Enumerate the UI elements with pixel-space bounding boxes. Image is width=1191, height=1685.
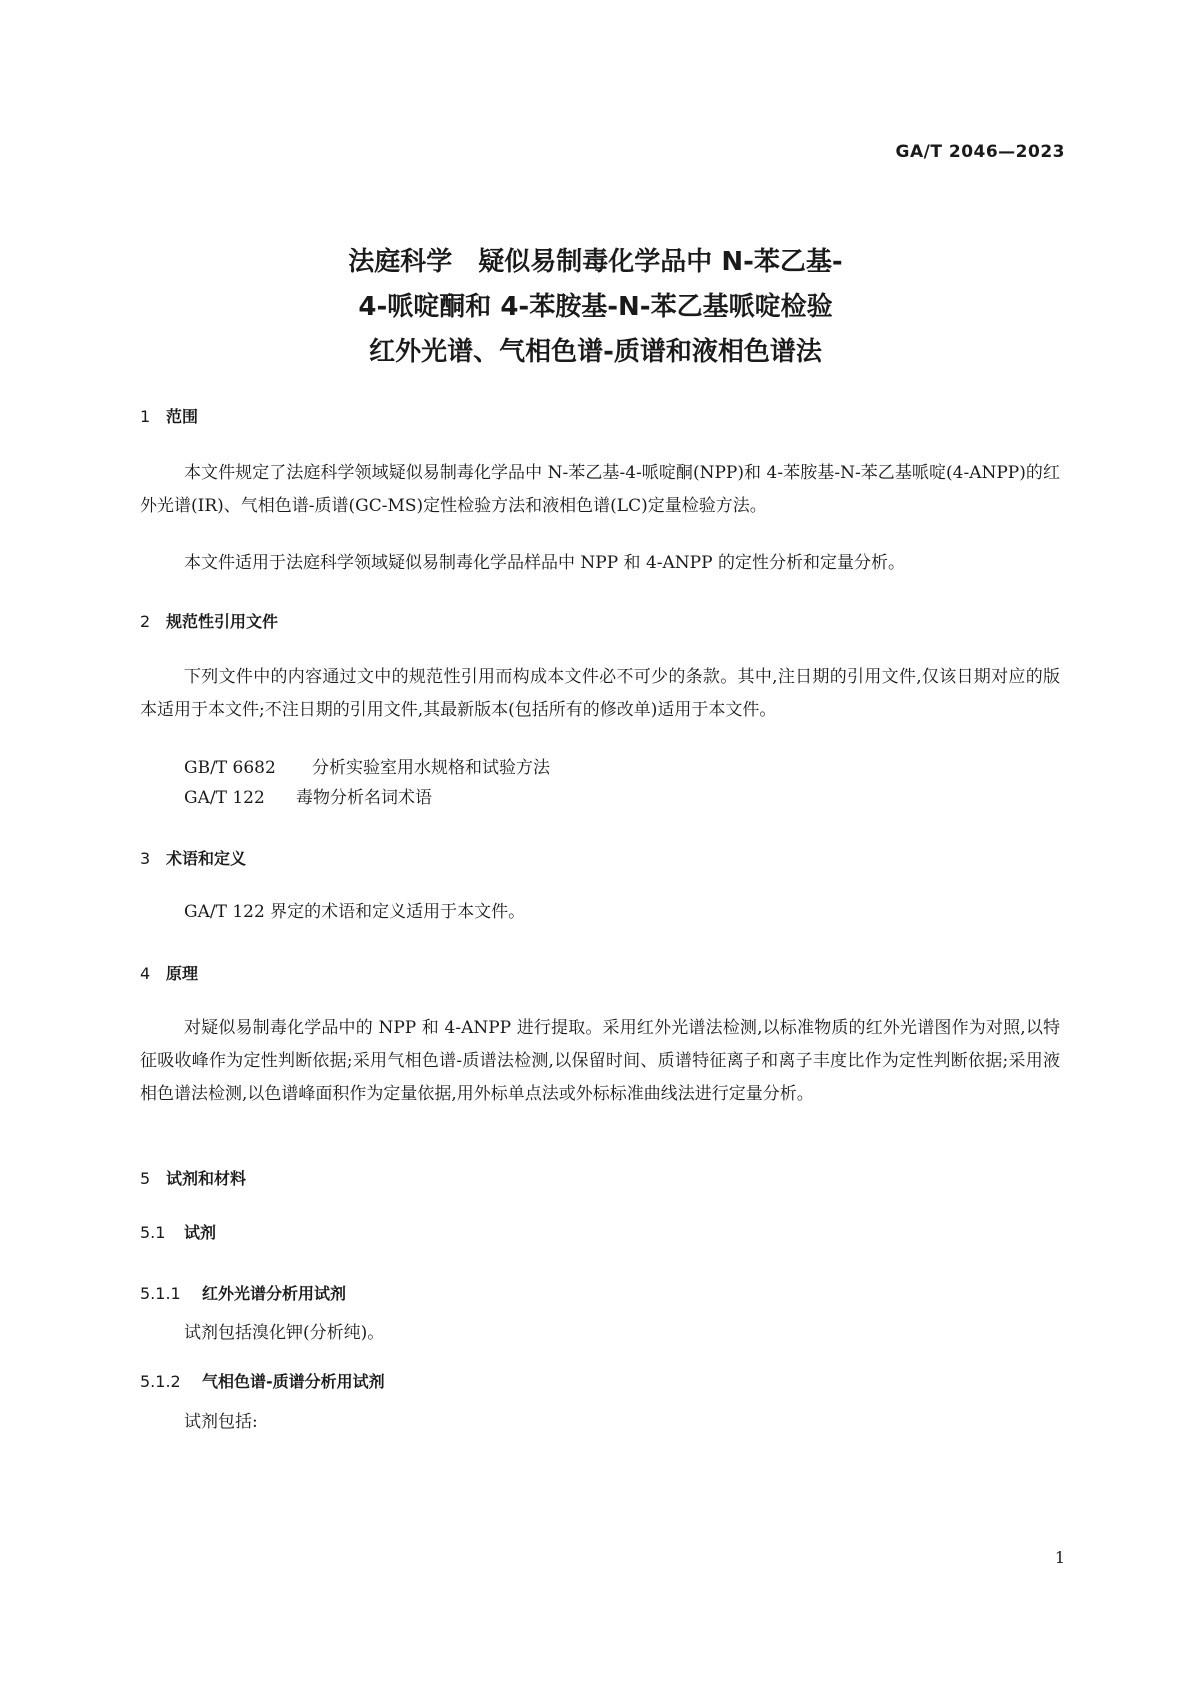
reference-name: 毒物分析名词术语 <box>296 788 432 808</box>
section-4-heading <box>140 961 198 984</box>
section-5-1-1-paragraph: 试剂包括溴化钾(分析纯)。 <box>184 1323 385 1343</box>
standard-code: GA/T 2046—2023 <box>895 142 1065 162</box>
section-title: 气相色谱-质谱分析用试剂 <box>202 1372 385 1391</box>
section-1-paragraph-1: 本文件规定了法庭科学领域疑似易制毒化学品中 N-苯乙基-4-哌啶酮(NPP)和 4-苯胺基-N-苯乙基哌啶(4-ANPP)的红外光谱(IR)、气相色谱-质谱(GC-MS)定性检验方法和液相色谱(LC)定量检验方法。 <box>140 463 1060 516</box>
section-number: 5 <box>140 1169 151 1188</box>
reference-code: GB/T 6682 <box>184 758 276 778</box>
section-2-paragraph-1: 下列文件中的内容通过文中的规范性引用而构成本文件必不可少的条款。其中,注日期的引用文件,仅该日期对应的版本适用于本文件;不注日期的引用文件,其最新版本(包括所有的修改单)适用于本文件。 <box>140 667 1060 720</box>
section-5-1-1-heading <box>140 1281 346 1304</box>
normative-reference-item <box>184 752 550 785</box>
section-number: 3 <box>140 849 151 868</box>
title-line-3: 红外光谱、气相色谱-质谱和液相色谱法 <box>369 337 822 367</box>
section-1-heading <box>140 404 198 427</box>
section-1-paragraph-2: 本文件适用于法庭科学领域疑似易制毒化学品样品中 NPP 和 4-ANPP 的定性分析和定量分析。 <box>184 553 905 573</box>
section-3-paragraph-1: GA/T 122 界定的术语和定义适用于本文件。 <box>184 902 526 922</box>
section-5-1-heading <box>140 1220 216 1243</box>
section-number: 5.1.2 <box>140 1372 181 1391</box>
section-number: 5.1 <box>140 1223 166 1242</box>
section-title: 规范性引用文件 <box>166 612 279 631</box>
reference-name: 分析实验室用水规格和试验方法 <box>312 758 550 778</box>
reference-code: GA/T 122 <box>184 788 265 808</box>
title-line-1: 法庭科学 疑似易制毒化学品中 N-苯乙基- <box>348 247 843 277</box>
section-title: 红外光谱分析用试剂 <box>202 1284 347 1303</box>
normative-reference-item <box>184 782 432 815</box>
section-5-1-2-heading <box>140 1369 385 1392</box>
section-number: 5.1.1 <box>140 1284 181 1303</box>
document-title <box>0 240 1191 375</box>
section-4-paragraph-1: 对疑似易制毒化学品中的 NPP 和 4-ANPP 进行提取。采用红外光谱法检测,以标准物质的红外光谱图作为对照,以特征吸收峰作为定性判断依据;采用气相色谱-质谱法检测,以保留时间、质谱特征离子和离子丰度比作为定性判断依据;采用液相色谱法检测,以色谱峰面积作为定量依据,用外标单点法或外标标准曲线法进行定量分析。 <box>140 1018 1060 1104</box>
section-title: 范围 <box>166 407 199 426</box>
title-line-2: 4-哌啶酮和 4-苯胺基-N-苯乙基哌啶检验 <box>358 292 833 322</box>
section-title: 原理 <box>166 964 199 983</box>
section-3-heading <box>140 846 246 869</box>
section-number: 1 <box>140 407 151 426</box>
section-2-heading <box>140 609 278 632</box>
section-number: 2 <box>140 612 151 631</box>
section-title: 试剂 <box>184 1223 217 1242</box>
section-title: 试剂和材料 <box>166 1169 247 1188</box>
section-5-heading <box>140 1166 246 1189</box>
section-5-1-2-paragraph: 试剂包括: <box>184 1412 258 1432</box>
section-number: 4 <box>140 964 151 983</box>
page-number: 1 <box>1054 1548 1065 1567</box>
section-title: 术语和定义 <box>166 849 247 868</box>
